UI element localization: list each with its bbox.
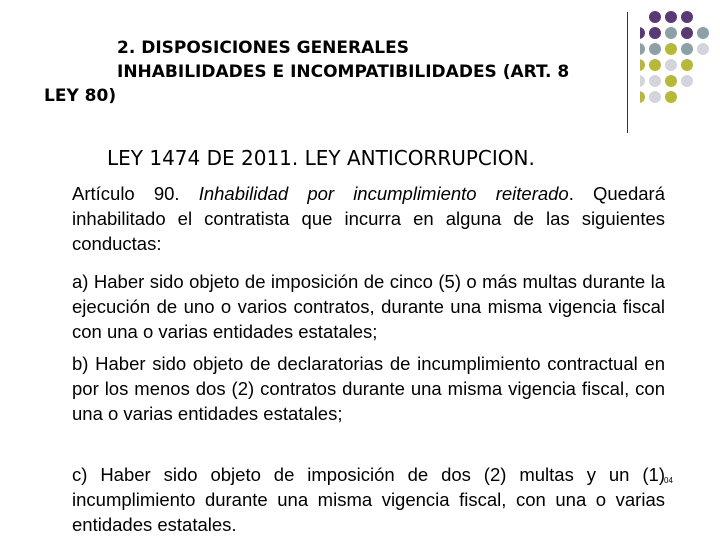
decorative-dot: [681, 75, 693, 87]
law-subtitle: LEY 1474 DE 2011. LEY ANTICORRUPCION.: [107, 146, 535, 170]
decorative-dot: [697, 27, 709, 39]
decorative-dot: [665, 27, 677, 39]
decorative-dot: [665, 59, 677, 71]
title-line-2: INHABILIDADES E INCOMPATIBILIDADES (ART. 8: [117, 62, 570, 82]
decorative-dot: [640, 59, 645, 71]
decorative-dot: [640, 91, 645, 103]
article-intro: [72, 181, 665, 256]
decorative-dot: [640, 27, 645, 39]
decorative-dot: [665, 91, 677, 103]
decorative-dot: [697, 43, 709, 55]
decorative-dot: [665, 11, 677, 23]
title-line-1: 2. DISPOSICIONES GENERALES: [117, 38, 409, 58]
decorative-dot: [681, 43, 693, 55]
item-a: a) Haber sido objeto de imposición de cinco (5) o más multas durante la ejecución de uno o varios contratos, durante una misma vigencia fiscal con una o varias entidades estatales;: [72, 271, 665, 342]
decorative-dot: [640, 43, 645, 55]
decorative-dot: [649, 75, 661, 87]
decorative-dot: [681, 59, 693, 71]
title-line-3: LEY 80): [44, 86, 117, 106]
decorative-dot: [665, 75, 677, 87]
item-c: c) Haber sido objeto de imposición de dos (2) multas y un (1) incumplimiento durante una misma vigencia fiscal, con una o varias entidades estatales.: [72, 464, 665, 535]
item-b: b) Haber sido objeto de declaratorias de incumplimiento contractual en por los menos dos (2) contratos durante una misma vigencia fiscal, con una o varias entidades estatales;: [72, 353, 665, 424]
article-body: . Quedará inhabilitado el contratista que incurra en alguna de las siguientes conductas:: [72, 183, 665, 254]
decorative-dot: [649, 11, 661, 23]
decorative-dot-grid: [640, 10, 720, 120]
page-number: 04: [664, 476, 673, 485]
decorative-dot: [649, 27, 661, 39]
decorative-dot: [665, 43, 677, 55]
vertical-divider: [627, 12, 628, 133]
decorative-dot: [681, 27, 693, 39]
article-number: Artículo 90.: [72, 183, 199, 204]
article-heading: Inhabilidad por incumplimiento reiterado: [198, 183, 569, 204]
decorative-dot: [640, 75, 645, 87]
decorative-dot: [681, 11, 693, 23]
decorative-dot: [649, 59, 661, 71]
decorative-dot: [649, 43, 661, 55]
decorative-dot: [649, 91, 661, 103]
